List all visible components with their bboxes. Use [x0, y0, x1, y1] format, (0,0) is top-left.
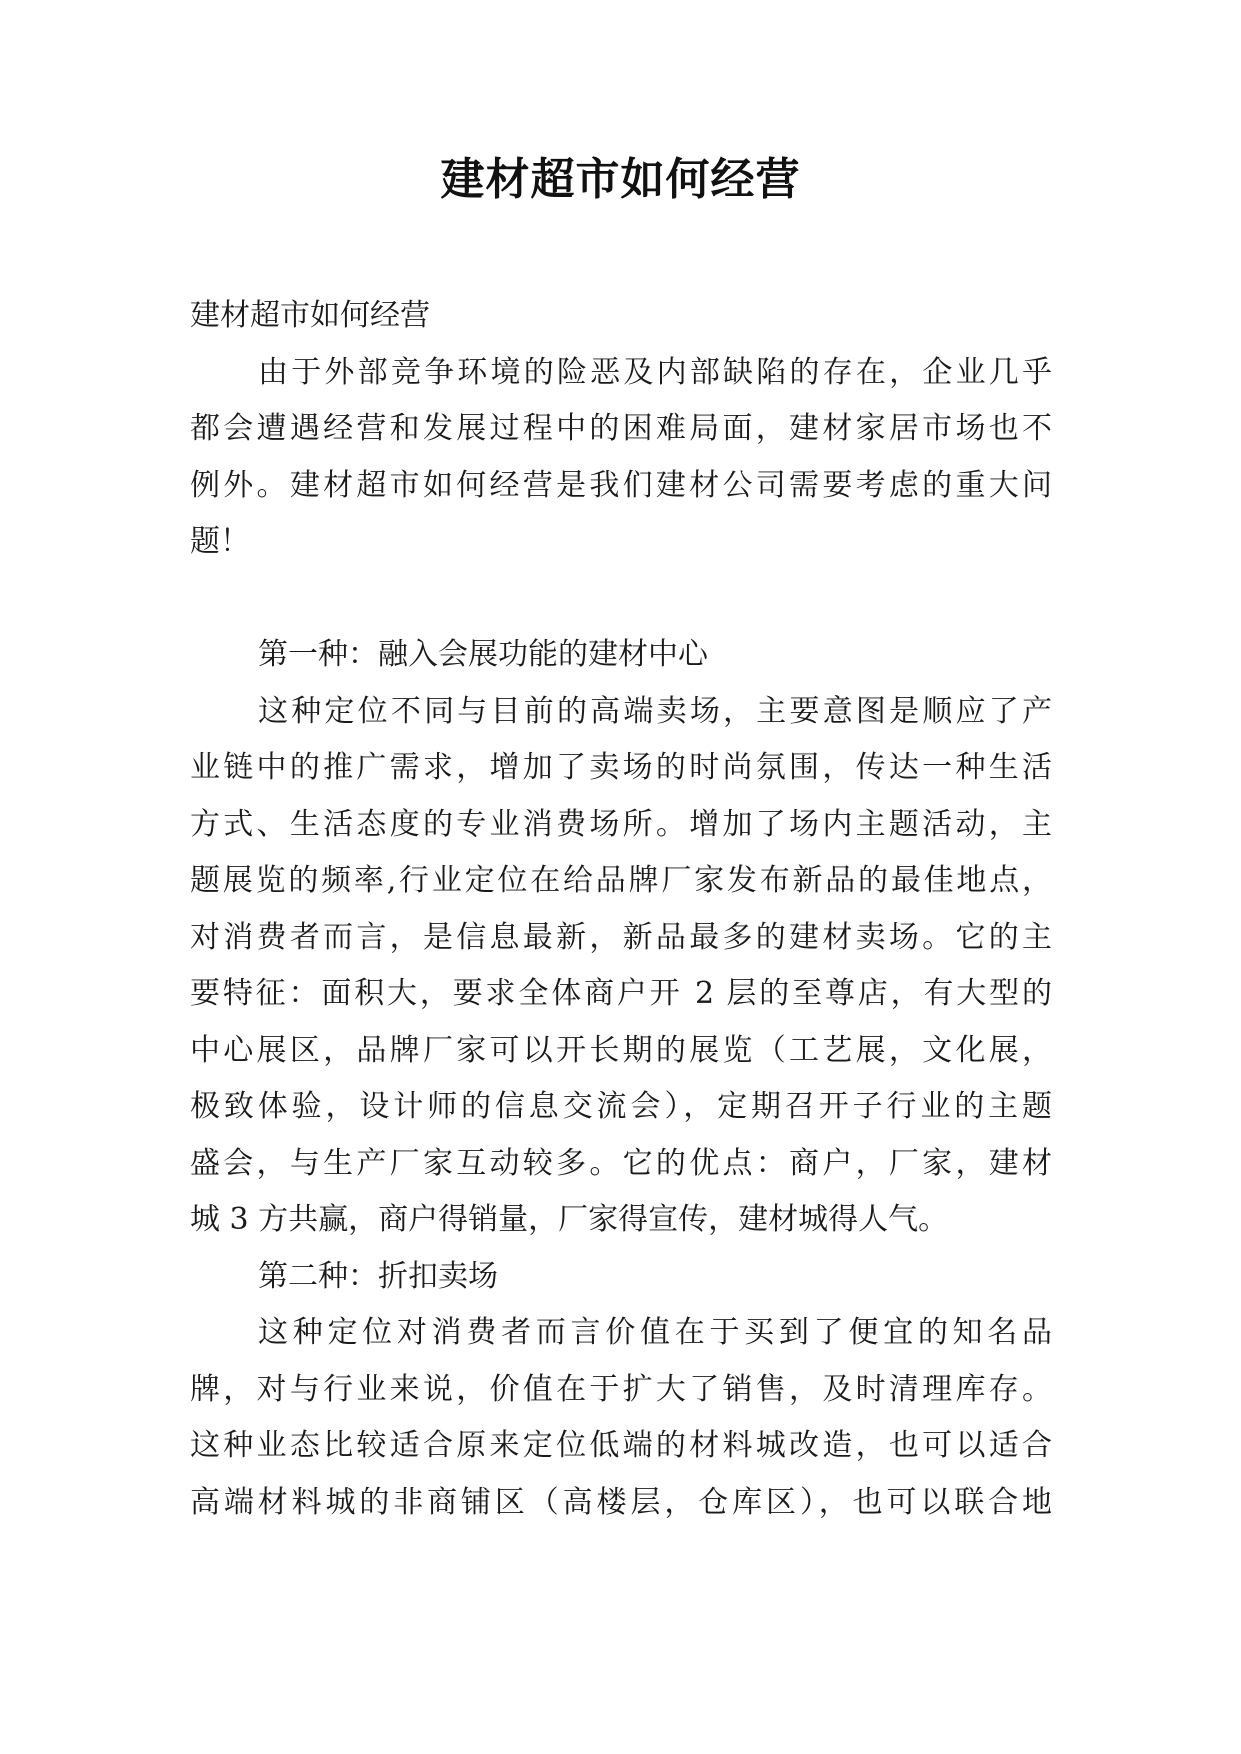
paragraph-2-line-6: 要特征：面积大，要求全体商户开 2 层的至尊店，有大型的 — [190, 976, 1052, 1011]
document-subtitle: 建材超市如何经营 — [190, 298, 430, 333]
paragraph-3-line-1: 这种定位对消费者而言价值在于买到了便宜的知名品 — [258, 1315, 1052, 1350]
paragraph-2-line-10: 城 3 方共赢，商户得销量，厂家得宣传，建材城得人气。 — [190, 1202, 949, 1237]
paragraph-3-line-3: 这种业态比较适合原来定位低端的材料城改造，也可以适合 — [190, 1428, 1052, 1463]
paragraph-2-line-8: 极致体验，设计师的信息交流会），定期召开子行业的主题 — [190, 1089, 1052, 1124]
section-heading-2: 第二种：折扣卖场 — [258, 1258, 498, 1294]
paragraph-2-line-4: 题展览的频率,行业定位在给品牌厂家发布新品的最佳地点， — [190, 863, 1052, 898]
paragraph-1-line-1: 由于外部竞争环境的险恶及内部缺陷的存在，企业几乎 — [258, 354, 1052, 390]
paragraph-2-line-7: 中心展区，品牌厂家可以开长期的展览（工艺展，文化展， — [190, 1032, 1052, 1068]
blank-line — [190, 571, 1052, 628]
paragraph-1-line-3: 例外。建材超市如何经营是我们建材公司需要考虑的重大问 — [190, 467, 1052, 503]
paragraph-2-line-1: 这种定位不同与目前的高端卖场，主要意图是顺应了产 — [258, 693, 1052, 729]
paragraph-2-line-3: 方式、生活态度的专业消费场所。增加了场内主题活动，主 — [190, 806, 1052, 842]
paragraph-3-line-2: 牌，对与行业来说，价值在于扩大了销售，及时清理库存。 — [190, 1371, 1052, 1407]
paragraph-2-line-9: 盛会，与生产厂家互动较多。它的优点：商户，厂家，建材 — [190, 1145, 1052, 1181]
paragraph-1-line-4: 题！ — [190, 524, 250, 559]
paragraph-2-line-5: 对消费者而言，是信息最新，新品最多的建材卖场。它的主 — [190, 919, 1052, 955]
section-heading-1: 第一种：融入会展功能的建材中心 — [258, 637, 708, 672]
paragraph-1-line-2: 都会遭遇经营和发展过程中的困难局面，建材家居市场也不 — [190, 411, 1052, 446]
document-body — [190, 288, 1052, 1531]
paragraph-3-line-4: 高端材料城的非商铺区（高楼层，仓库区），也可以联合地 — [190, 1484, 1052, 1520]
paragraph-2-line-2: 业链中的推广需求，增加了卖场的时尚氛围，传达一种生活 — [190, 750, 1052, 785]
document-title: 建材超市如何经营 — [440, 154, 801, 205]
